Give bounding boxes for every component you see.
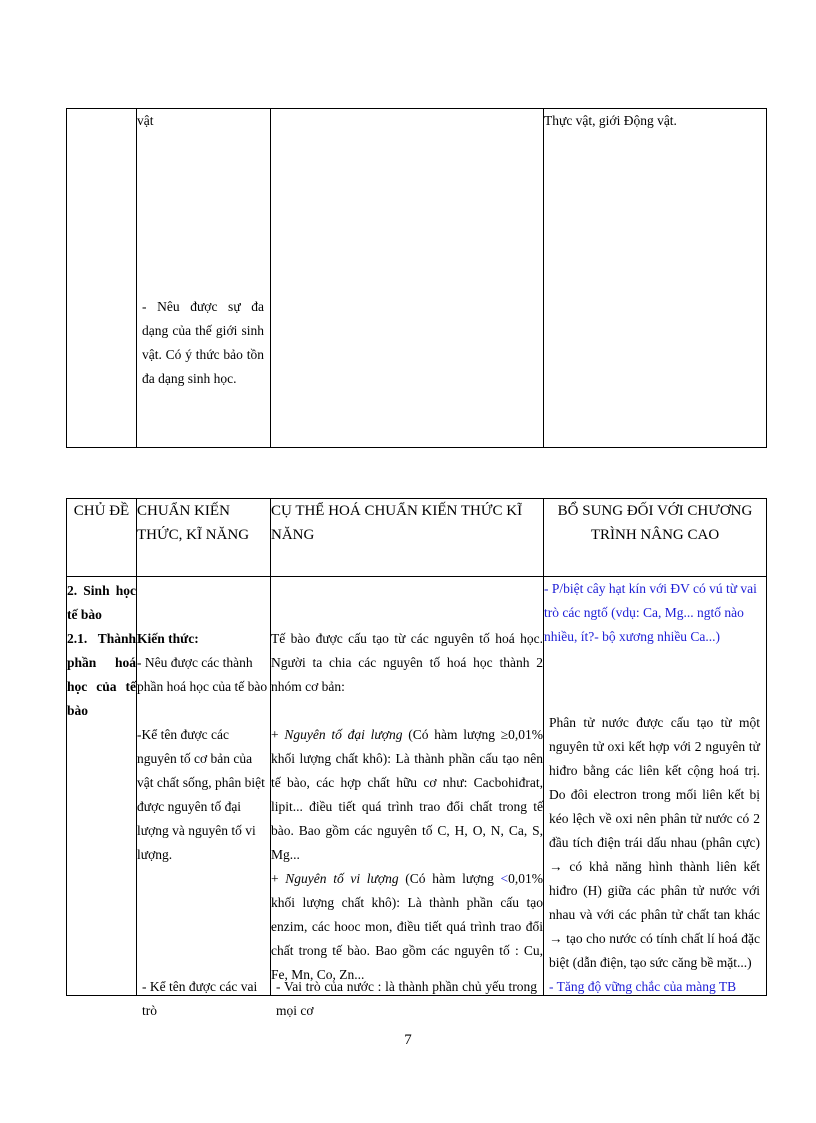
detail-cell <box>271 109 544 448</box>
topic-subtitle: 2.1. Thành phần hoá học của tế bào <box>67 631 136 718</box>
header-standards: CHUẨN KIẾN THỨC, KĨ NĂNG <box>137 499 271 577</box>
knowledge-item-3: - Kể tên được các vai trò <box>142 979 258 1018</box>
knowledge-item-1: - Nêu được các thành phần hoá học của tế bào <box>137 655 268 694</box>
advanced-note-3: - Tăng độ vững chắc của màng TB <box>549 979 737 994</box>
header-topic: CHỦ ĐỀ <box>67 499 137 577</box>
knowledge-label: Kiến thức: <box>137 631 199 646</box>
advanced-text: Thực vật, giới Động vật. <box>544 113 677 128</box>
page-number: 7 <box>404 1032 412 1048</box>
knowledge-item-2: -Kể tên được các nguyên tố cơ bản của vật chất sống, phân biệt được nguyên tố đại lượng và nguyên tố vi lượng. <box>137 727 265 862</box>
standards-bottom-text: - Nêu được sự đa dạng của thế giới sinh vật. Có ý thức bảo tồn đa dạng sinh học. <box>142 299 264 386</box>
detail-cell <box>271 577 544 1018</box>
topic-title: 2. Sinh học tế bào <box>67 583 136 622</box>
header-advanced: BỔ SUNG ĐỐI VỚI CHƯƠNG TRÌNH NÂNG CAO <box>544 499 767 577</box>
topic-cell <box>67 109 137 448</box>
advanced-note-2: Phân tử nước được cấu tạo từ một nguyên tử oxi kết hợp với 2 nguyên tử hiđro bằng các liên kết cộng hoá trị. Do đôi electron trong mối liên kết bị kéo lệch về oxi nên phân tử nước có 2 đầu tích điện trái dấu nhau (phân cực) → có khả năng hình thành liên kết hiđro (H) giữa các phân tử nước với nhau và với các phân tử chất tan khác → tạo cho nước có tính chất lí hoá đặc biệt (dẫn điện, tạo sức căng bề mặt...) <box>549 715 760 970</box>
standards-cell <box>137 577 271 1018</box>
advanced-note-1: - P/biệt cây hạt kín với ĐV có vú từ vai trò các ngtố (vdụ: Ca, Mg... ngtố nào nhiều, ít?- bộ xương nhiều Ca...) <box>544 581 757 644</box>
detail-macro-elements: + Nguyên tố đại lượng (Có hàm lượng ≥0,01% khối lượng chất khô): Là thành phần cấu tạo nên tế bào, các hợp chất hữu cơ như: Cacbohiđrat, lipit... điều tiết quá trình trao đổi chất trong tế bào. Bao gồm các nguyên tố C, H, O, N, Ca, S, Mg... <box>271 727 543 862</box>
detail-micro-elements: + Nguyên tố vi lượng (Có hàm lượng <0,01% khối lượng chất khô): Là thành phần cấu tạo enzim, các hooc mon, điều tiết quá trình trao đổi chất trong tế bào. Bao gồm các nguyên tố : Cu, Fe, Mn, Co, Zn... <box>271 871 543 982</box>
header-detail: CỤ THỂ HOÁ CHUẨN KIẾN THỨC KĨ NĂNG <box>271 499 544 577</box>
topic-cell <box>67 577 137 996</box>
standards-table <box>66 498 767 1018</box>
continuation-table <box>66 108 767 448</box>
advanced-cell <box>544 577 767 996</box>
detail-water-role: - Vai trò của nước : là thành phần chủ yếu trong mọi cơ <box>276 979 537 1018</box>
detail-intro: Tế bào được cấu tạo từ các nguyên tố hoá học. Người ta chia các nguyên tố hoá học thành 2 nhóm cơ bản: <box>271 631 543 694</box>
advanced-cell <box>544 109 767 448</box>
standards-cell <box>137 109 271 448</box>
standards-top-text: vật <box>137 113 154 128</box>
